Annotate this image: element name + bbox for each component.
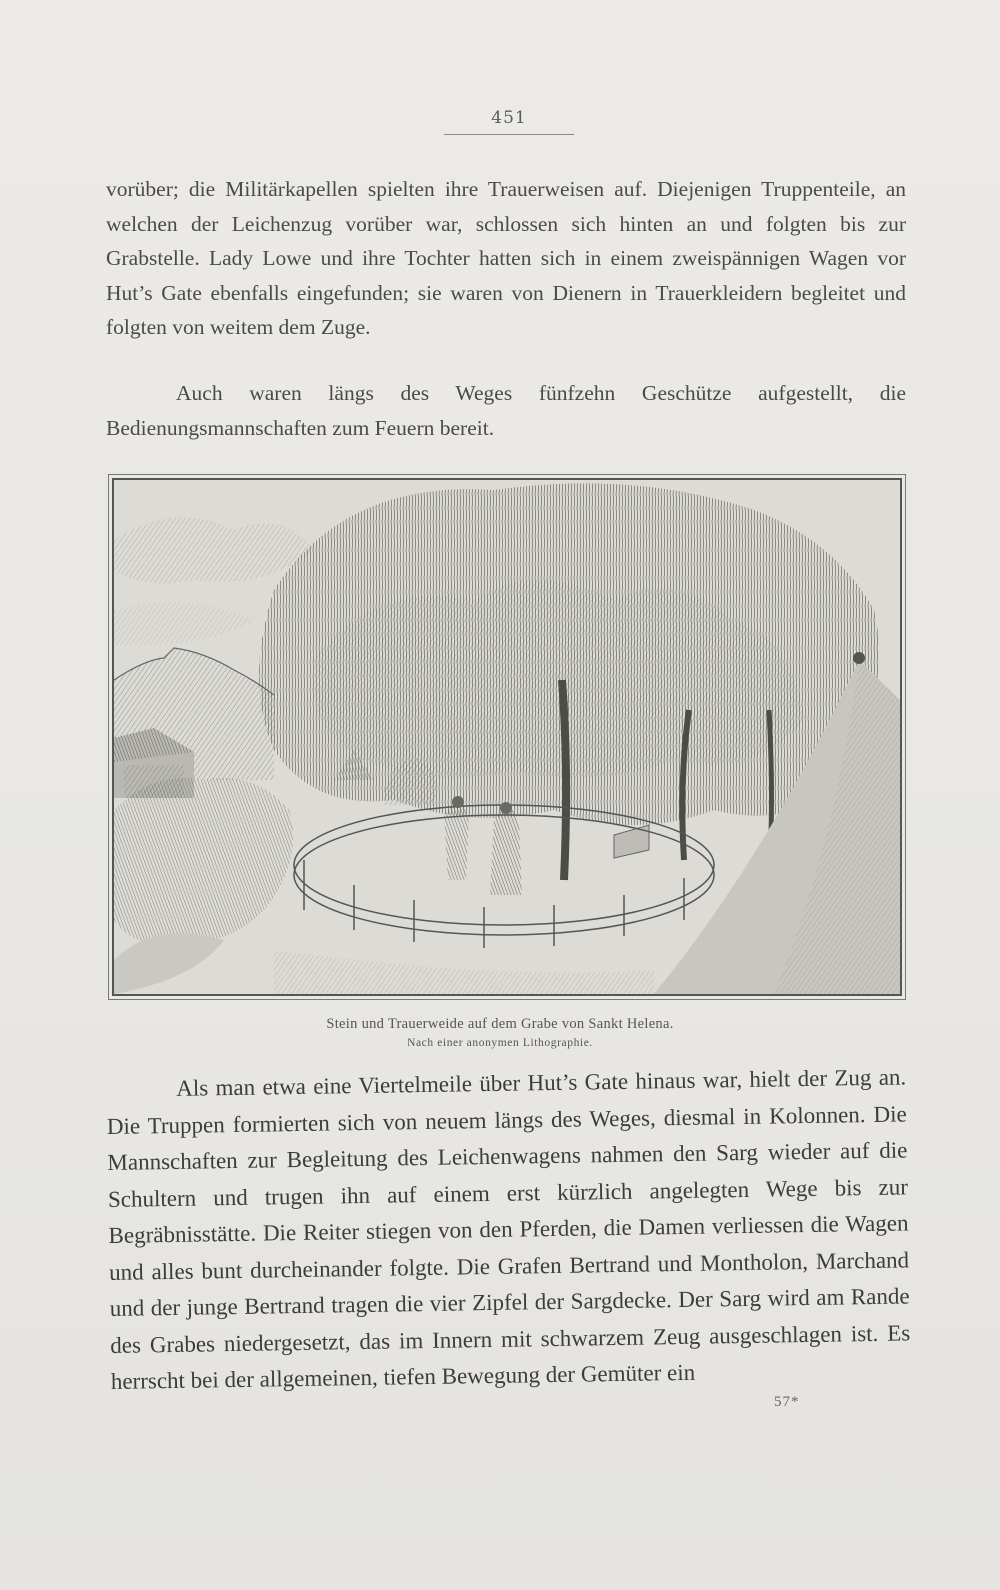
lithograph-illustration [112, 478, 902, 996]
page-number-rule [444, 134, 574, 135]
figure-subcaption: Nach einer anonymen Lithographie. [407, 1037, 593, 1049]
paragraph-2: Auch waren längs des Weges fünfzehn Geschütze aufgestellt, die Bedienungsmannschaften zum Feuern bereit. [106, 381, 906, 440]
paragraph-1: vorüber; die Militärkapellen spielten ihre Trauerweisen auf. Diejenigen Truppenteile, an welchen der Leichenzug vorüber war, schlossen sich hinten an und folgten bis zur Grabstelle. Lady Lowe und ihre Tochter hatten sich in einem zweispännigen Wagen vor Hut’s Gate ebenfalls eingefunden; sie waren von Dienern in Trauerkleidern begleitet und folgten von weitem dem Zuge. [106, 177, 906, 339]
page-number: 451 [491, 108, 527, 128]
figure-caption: Stein und Trauerweide auf dem Grabe von Sankt Helena. [326, 1016, 674, 1032]
signature-mark: 57* [774, 1394, 800, 1410]
paragraph-3: Als man etwa eine Viertelmeile über Hut’s Gate hinaus war, hielt der Zug an. Die Truppen formierten sich von neuem längs des Weges, diesmal in Kolonnen. Die Mannschaften zur Begleitung des Leichenwagens nahmen den Sarg wieder auf die Schultern und trugen ihn auf einem erst kürzlich angelegten Wege bis zur Begräbnisstätte. Die Reiter stiegen von den Pferden, die Damen verliessen die Wagen und alles bunt durcheinander folgte. Die Grafen Bertrand und Montholon, Marchand und der junge Bertrand tragen die vier Zipfel der Sargdecke. Der Sarg wird am Rande des Grabes niedergesetzt, das im Innern mit schwarzem Zeug ausgeschlagen ist. Es herrscht bei der allgemeinen, tiefen Bewegung der Gemüter ein [106, 1064, 911, 1394]
